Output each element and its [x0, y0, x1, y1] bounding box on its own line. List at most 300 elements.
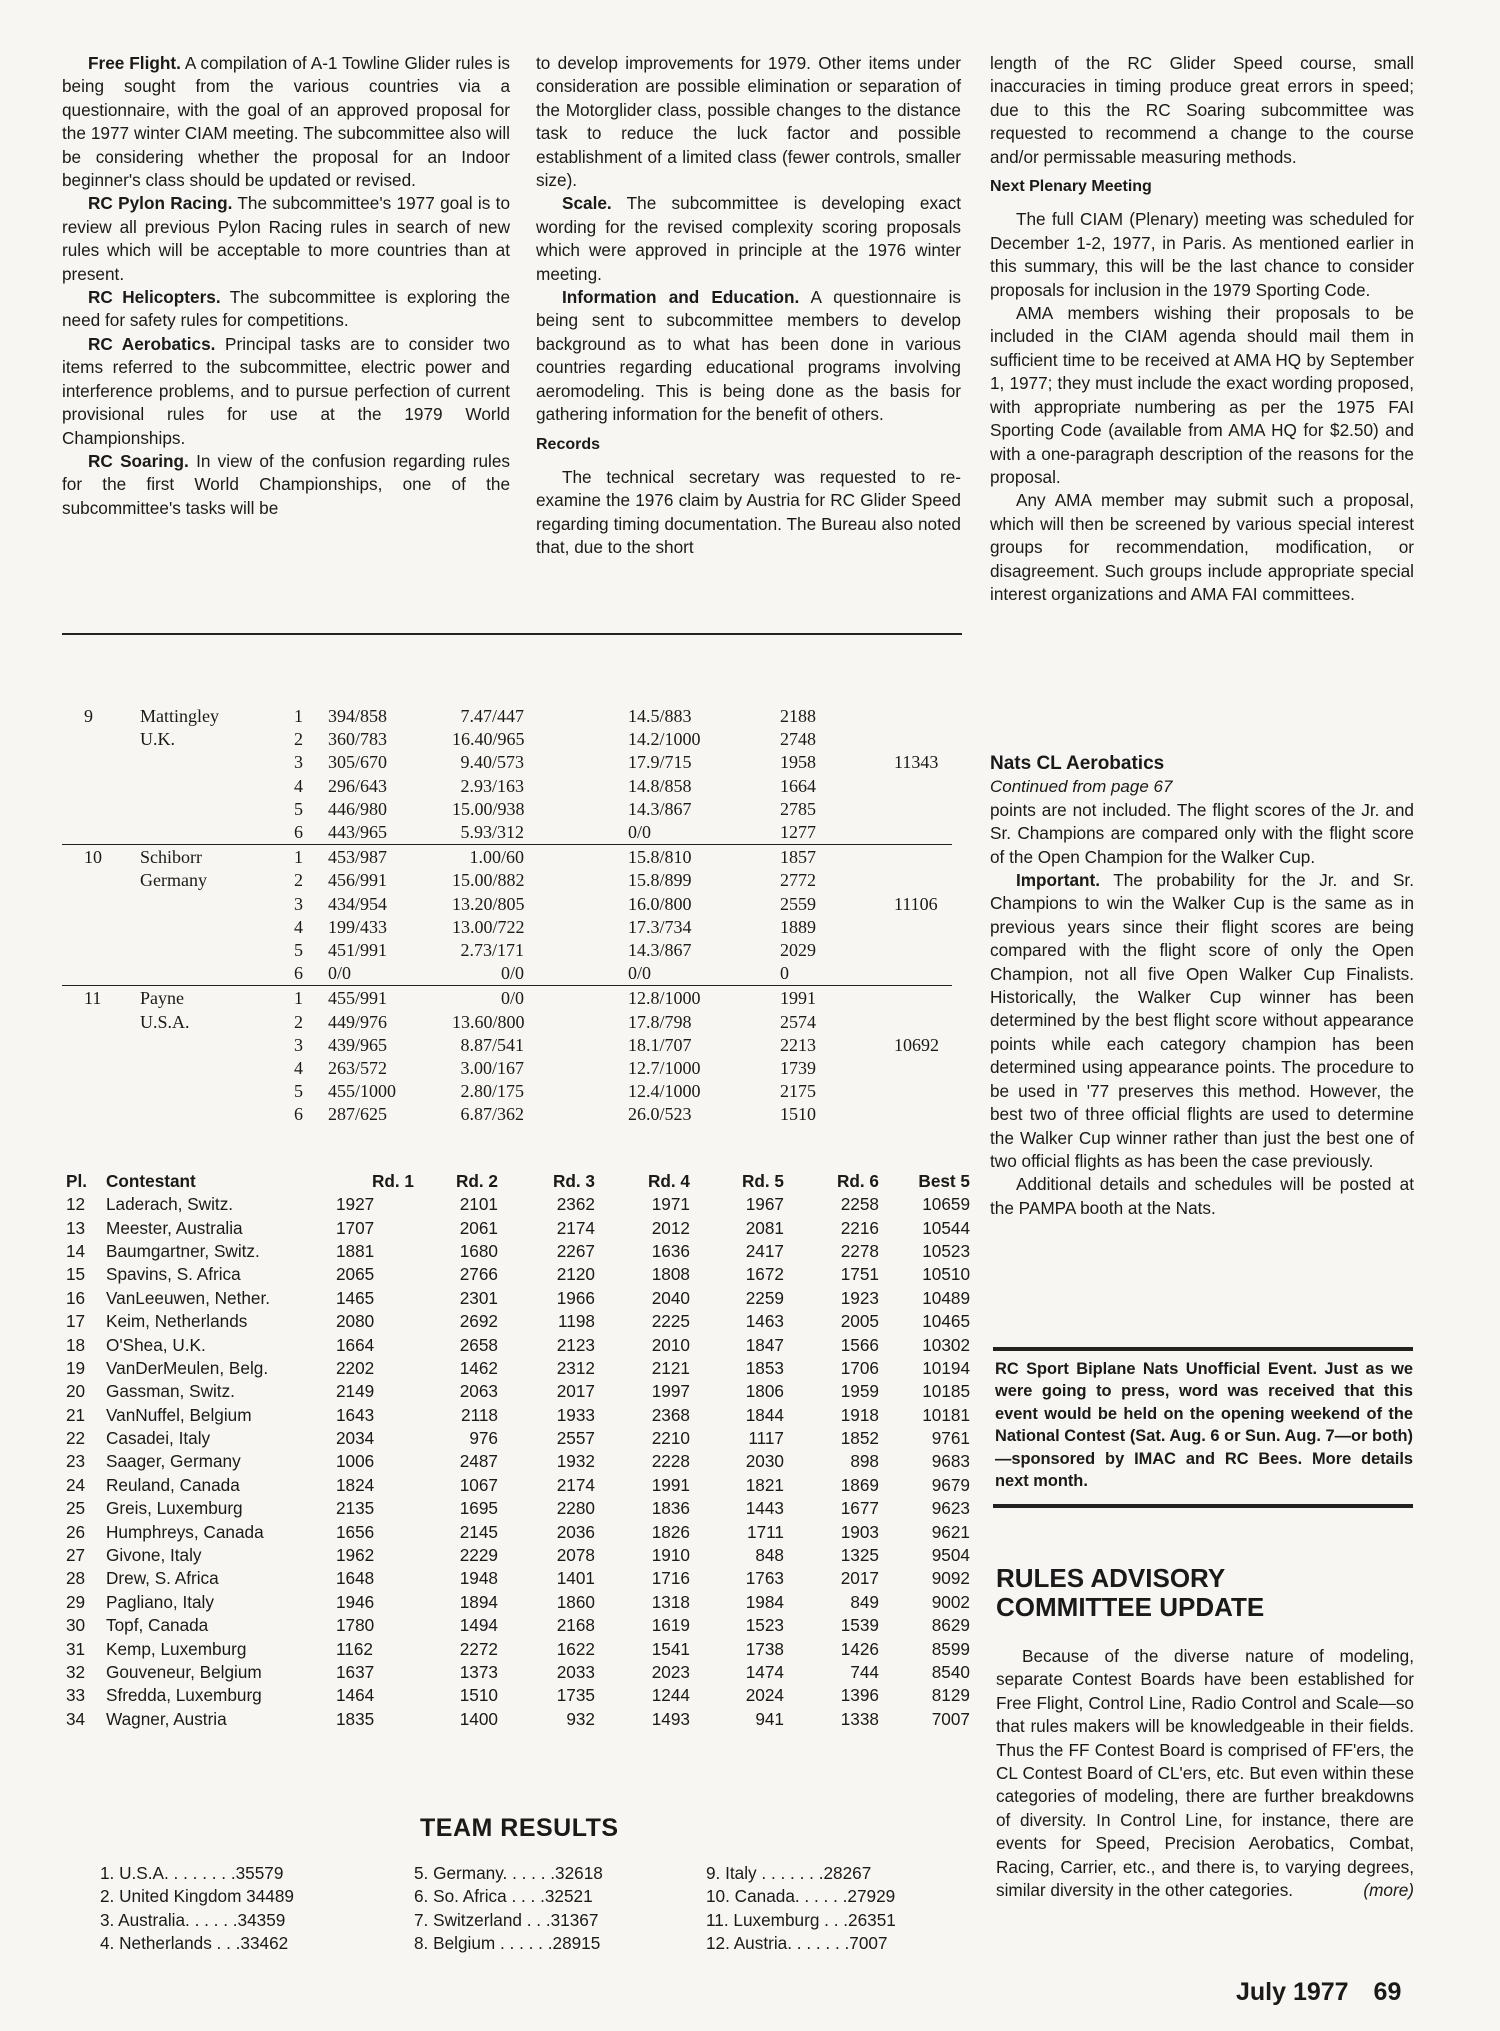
contestant-cell: Laderach, Switz.	[106, 1194, 234, 1215]
round-cell: 1735	[556, 1685, 595, 1706]
column-1	[62, 52, 510, 520]
team-result-item: 8. Belgium . . . . . .28915	[414, 1933, 601, 1954]
score-total-round: 2175	[780, 1081, 816, 1102]
best5-cell: 10302	[922, 1334, 970, 1355]
header-place: Pl.	[66, 1171, 88, 1191]
round-cell: 1707	[336, 1217, 375, 1238]
page-number: 69	[1373, 1978, 1402, 2006]
round-cell: 1780	[336, 1615, 375, 1636]
team-result-item: 3. Australia. . . . . .34359	[100, 1909, 286, 1930]
place-cell: 17	[66, 1311, 86, 1332]
round-cell: 1997	[651, 1381, 690, 1402]
round-cell: 1636	[651, 1240, 690, 1261]
round-cell: 1847	[745, 1334, 784, 1355]
score-b: 0/0	[500, 988, 524, 1009]
best5-cell: 7007	[931, 1708, 970, 1729]
score-row	[62, 962, 962, 985]
score-row	[62, 728, 962, 751]
round-cell: 1474	[745, 1662, 784, 1682]
score-b: 13.60/800	[452, 1011, 525, 1032]
round-cell: 1844	[745, 1404, 784, 1425]
score-row	[62, 751, 962, 774]
round-cell: 2301	[459, 1287, 498, 1308]
round-cell: 1162	[336, 1638, 373, 1659]
score-c: 18.1/707	[628, 1034, 692, 1055]
paragraph-info-education: Information and Education. A questionnaire is being sent to subcommittee members to develop background as to what has been done in various countries regarding educational programs involving aeromodeling. This is being done as the basis for gathering information for the benefit of others.	[536, 287, 961, 425]
score-row	[62, 916, 962, 939]
score-c: 26.0/523	[628, 1104, 692, 1125]
place-cell: 16	[66, 1287, 86, 1308]
round-cell: 1763	[745, 1568, 784, 1589]
round-cell: 2258	[840, 1194, 879, 1215]
score-a: 360/783	[328, 729, 388, 750]
score-c: 0/0	[628, 963, 652, 984]
place-cell: 31	[66, 1638, 86, 1659]
round-cell: 2078	[556, 1545, 595, 1566]
score-total-round: 1958	[780, 752, 816, 773]
contestant-cell: Topf, Canada	[106, 1615, 209, 1636]
header-rd2: Rd. 2	[455, 1171, 498, 1191]
score-a: 453/987	[328, 847, 388, 868]
contestant-cell: Saager, Germany	[106, 1451, 241, 1472]
table-row	[66, 1310, 970, 1333]
round-cell: 1622	[556, 1638, 595, 1659]
round-cell: 1680	[459, 1240, 498, 1261]
nats-title: Nats CL Aerobatics	[990, 753, 1165, 774]
score-a: 451/991	[328, 940, 388, 960]
header-rd1: Rd. 1	[371, 1171, 414, 1191]
best5-cell: 9679	[931, 1474, 970, 1495]
round-cell: 1619	[651, 1615, 690, 1636]
round-cell: 1464	[336, 1685, 375, 1706]
score-total-round: 2188	[780, 706, 816, 726]
round-cell: 1853	[745, 1357, 784, 1378]
score-block-separator	[62, 844, 952, 845]
score-b: 15.00/938	[452, 798, 525, 819]
table-row	[66, 1567, 970, 1590]
round-cell: 2024	[745, 1685, 784, 1706]
contestant-name: Mattingley	[140, 706, 219, 726]
round-cell: 1465	[336, 1287, 375, 1308]
score-b: 9.40/573	[460, 752, 524, 773]
round-number: 2	[294, 870, 303, 891]
round-cell: 2174	[556, 1474, 595, 1495]
score-row	[62, 846, 962, 869]
round-cell: 1835	[336, 1708, 375, 1729]
table-row	[66, 1193, 970, 1216]
round-cell: 2267	[556, 1240, 595, 1261]
best5-cell: 10489	[922, 1287, 970, 1308]
score-total-round: 1510	[780, 1104, 816, 1125]
paragraph-scale: Scale. The subcommittee is developing exact wording for the revised complexity scoring proposals which were approved in principle at the 1976 winter meeting.	[536, 193, 961, 284]
team-column-1	[100, 1862, 294, 1956]
score-a: 446/980	[328, 798, 388, 819]
score-b: 2.80/175	[460, 1081, 524, 1102]
contestant-cell: VanNuffel, Belgium	[106, 1404, 252, 1425]
round-cell: 1643	[336, 1404, 375, 1425]
section-divider	[62, 633, 962, 635]
round-cell: 2030	[745, 1451, 784, 1472]
nats-paragraph-1: points are not included. The flight scores of the Jr. and Sr. Champions are compared only with the flight score of the Open Champion for the Walker Cup.	[990, 799, 1414, 867]
block-total: 10692	[894, 1034, 939, 1055]
round-cell: 2280	[556, 1498, 595, 1519]
column-3	[990, 52, 1414, 606]
score-total-round: 1739	[780, 1058, 816, 1078]
round-cell: 2149	[336, 1381, 375, 1402]
table-row	[66, 1450, 970, 1473]
score-a: 455/991	[328, 988, 388, 1009]
place-cell: 22	[66, 1428, 86, 1449]
contestant-name: Payne	[140, 988, 184, 1009]
round-cell: 1806	[745, 1381, 784, 1402]
table-row	[66, 1544, 970, 1567]
round-cell: 1894	[459, 1591, 498, 1612]
round-cell: 2081	[745, 1217, 784, 1238]
score-total-round: 0	[780, 963, 789, 984]
contestant-cell: Wagner, Austria	[106, 1708, 227, 1729]
round-cell: 1991	[651, 1474, 690, 1495]
score-c: 12.7/1000	[628, 1058, 701, 1078]
place-cell: 20	[66, 1381, 86, 1402]
contestant-cell: Spavins, S. Africa	[106, 1264, 241, 1285]
round-cell: 2135	[336, 1498, 375, 1519]
round-cell: 1463	[745, 1311, 784, 1332]
round-cell: 2168	[556, 1615, 595, 1636]
round-cell: 2229	[459, 1545, 498, 1566]
best5-cell: 9092	[931, 1568, 970, 1589]
team-result-item: 6. So. Africa . . . .32521	[414, 1886, 593, 1907]
table-row	[66, 1497, 970, 1520]
best5-cell: 10465	[922, 1311, 970, 1332]
place-cell: 33	[66, 1685, 86, 1706]
round-cell: 1967	[745, 1194, 784, 1215]
round-cell: 849	[850, 1591, 879, 1612]
place-cell: 32	[66, 1662, 86, 1682]
best5-cell: 10523	[922, 1240, 970, 1261]
round-cell: 1881	[336, 1240, 375, 1261]
round-cell: 2216	[840, 1217, 879, 1238]
best5-cell: 9002	[931, 1591, 970, 1612]
place-cell: 14	[66, 1240, 86, 1261]
round-cell: 1948	[459, 1568, 498, 1589]
more-label: (more)	[1363, 1880, 1414, 1901]
round-cell: 1006	[336, 1451, 375, 1472]
score-a: 455/1000	[328, 1081, 397, 1102]
score-c: 0/0	[628, 822, 652, 842]
team-result-item: 11. Luxemburg . . .26351	[706, 1909, 896, 1930]
place-cell: 12	[66, 1194, 86, 1215]
round-cell: 2368	[651, 1404, 690, 1425]
round-number: 1	[294, 706, 303, 726]
column-2	[536, 52, 961, 560]
round-cell: 1541	[651, 1638, 690, 1659]
round-number: 3	[294, 893, 303, 914]
score-row	[62, 1080, 962, 1103]
round-cell: 1910	[651, 1545, 690, 1566]
team-result-item: 10. Canada. . . . . .27929	[706, 1886, 896, 1907]
place-cell: 34	[66, 1708, 86, 1729]
round-cell: 1716	[651, 1568, 690, 1589]
score-b: 2.93/163	[460, 775, 524, 796]
contestant-cell: VanDerMeulen, Belg.	[106, 1357, 269, 1378]
place-number: 10	[84, 847, 102, 868]
score-a: 296/643	[328, 775, 388, 796]
round-cell: 1672	[745, 1264, 784, 1285]
score-a: 439/965	[328, 1034, 388, 1055]
score-total-round: 1857	[780, 847, 816, 868]
score-row	[62, 869, 962, 892]
round-cell: 1677	[840, 1498, 879, 1519]
round-cell: 1852	[840, 1428, 879, 1449]
best5-cell: 10510	[922, 1264, 970, 1285]
score-c: 15.8/899	[628, 870, 692, 891]
round-cell: 1923	[840, 1287, 879, 1308]
round-cell: 1918	[840, 1404, 879, 1425]
team-column-3	[706, 1862, 896, 1956]
table-row	[66, 1404, 970, 1427]
place-cell: 27	[66, 1545, 86, 1566]
table-row	[66, 1240, 970, 1263]
score-row	[62, 798, 962, 821]
score-row	[62, 705, 962, 728]
best5-cell: 8129	[931, 1685, 970, 1706]
score-total-round: 1991	[780, 988, 816, 1009]
score-a: 199/433	[328, 916, 388, 937]
round-cell: 898	[850, 1451, 879, 1472]
footer-date: July 1977	[1236, 1978, 1349, 2006]
round-cell: 1656	[336, 1521, 375, 1542]
best5-cell: 8599	[931, 1638, 970, 1659]
round-cell: 1836	[651, 1498, 690, 1519]
place-cell: 21	[66, 1404, 86, 1425]
round-cell: 1664	[336, 1334, 375, 1355]
score-b: 13.20/805	[452, 893, 525, 914]
best5-cell: 10181	[922, 1404, 970, 1425]
round-cell: 2017	[556, 1381, 595, 1402]
score-b: 15.00/882	[452, 870, 525, 891]
paragraph-aerobatics: RC Aerobatics. Principal tasks are to consider two items referred to the subcommittee, electric power and interference problems, and to pursue perfection of current provisional rules for use at the 1979 World Championships.	[62, 333, 510, 448]
place-cell: 28	[66, 1568, 86, 1589]
team-result-item: 7. Switzerland . . .31367	[414, 1909, 599, 1930]
table-row	[66, 1474, 970, 1497]
round-cell: 2121	[651, 1357, 690, 1378]
paragraph-pylon-racing: RC Pylon Racing. The subcommittee's 1977 goal is to review all previous Pylon Racing rules in search of new rules which will be acceptable to more countries than at present.	[62, 193, 511, 284]
contestant-cell: Baumgartner, Switz.	[106, 1240, 260, 1261]
round-cell: 1738	[745, 1638, 784, 1659]
round-cell: 1510	[459, 1685, 498, 1706]
round-cell: 2012	[651, 1217, 690, 1238]
round-number: 3	[294, 1034, 303, 1055]
round-number: 1	[294, 988, 303, 1009]
header-rd6: Rd. 6	[836, 1171, 879, 1191]
score-c: 14.8/858	[628, 775, 692, 796]
round-number: 4	[294, 916, 303, 937]
score-b: 8.87/541	[460, 1034, 524, 1055]
contestant-cell: Humphreys, Canada	[106, 1521, 264, 1542]
place-cell: 13	[66, 1217, 86, 1238]
round-cell: 2123	[556, 1334, 595, 1355]
round-cell: 1426	[840, 1638, 879, 1659]
round-number: 4	[294, 775, 303, 796]
round-cell: 1117	[748, 1428, 784, 1449]
contestant-cell: Keim, Netherlands	[106, 1311, 248, 1332]
place-cell: 25	[66, 1498, 86, 1519]
contestant-cell: Gassman, Switz.	[106, 1381, 235, 1402]
score-row	[62, 893, 962, 916]
score-c: 14.3/867	[628, 940, 692, 960]
round-number: 5	[294, 798, 303, 819]
contestant-cell: Greis, Luxemburg	[106, 1498, 243, 1519]
score-row	[62, 775, 962, 798]
team-result-item: 5. Germany. . . . . .32618	[414, 1863, 603, 1883]
contestant-cell: Drew, S. Africa	[106, 1568, 219, 1589]
header-best5: Best 5	[918, 1171, 970, 1191]
round-cell: 2202	[336, 1357, 375, 1378]
paragraph-free-flight: Free Flight. A compilation of A-1 Towline Glider rules is being sought from the various countries via a questionnaire, with the goal of an approved proposal for the 1977 winter CIAM meeting. The subcommittee also will be considering whether the proposal for an Indoor beginner's class should be updated or revised.	[62, 53, 510, 191]
table-row	[66, 1520, 970, 1543]
score-total-round: 2213	[780, 1034, 816, 1055]
best5-cell: 9504	[931, 1545, 970, 1566]
round-cell: 1808	[651, 1264, 690, 1285]
round-cell: 1523	[745, 1615, 784, 1636]
score-total-round: 2029	[780, 940, 816, 960]
rules-article	[996, 1645, 1414, 1902]
score-row	[62, 987, 962, 1010]
score-total-round: 2559	[780, 893, 816, 914]
round-number: 5	[294, 1081, 303, 1102]
page-footer	[1236, 1978, 1401, 2007]
box-bottom-rule	[993, 1504, 1413, 1508]
standings-table	[66, 1170, 970, 1731]
table-row	[66, 1614, 970, 1637]
round-number: 2	[294, 1011, 303, 1032]
contestant-country: U.S.A.	[140, 1011, 190, 1032]
round-cell: 1971	[651, 1194, 690, 1215]
place-cell: 29	[66, 1591, 86, 1612]
round-cell: 1962	[336, 1545, 375, 1566]
score-a: 443/965	[328, 822, 388, 842]
round-cell: 1711	[747, 1521, 784, 1542]
round-cell: 1751	[840, 1264, 879, 1285]
round-cell: 2174	[556, 1217, 595, 1238]
paragraph-plenary: The full CIAM (Plenary) meeting was scheduled for December 1-2, 1977, in Paris. As mentioned earlier in this summary, this will be the last chance to consider proposals for inclusion in the 1979 Sporting Code.	[990, 209, 1414, 300]
round-cell: 1984	[745, 1591, 784, 1612]
score-c: 16.0/800	[628, 893, 692, 914]
round-cell: 2278	[840, 1240, 879, 1261]
biplane-note: RC Sport Biplane Nats Unofficial Event. Just as we were going to press, word was received that this event would be held on the opening weekend of the National Contest (Sat. Aug. 6 or Sun. Aug. 7—or both)—sponsored by IMAC and RC Bees. More details next month.	[995, 1360, 1413, 1491]
score-block-separator	[62, 985, 952, 986]
team-results-title: TEAM RESULTS	[420, 1814, 619, 1842]
round-cell: 1318	[651, 1591, 690, 1612]
round-number: 6	[294, 822, 303, 842]
score-row	[62, 939, 962, 962]
round-cell: 2766	[459, 1264, 498, 1285]
score-b: 2.73/171	[460, 940, 524, 960]
round-cell: 2065	[336, 1264, 375, 1285]
round-cell: 2145	[459, 1521, 498, 1542]
place-cell: 19	[66, 1357, 86, 1378]
table-row	[66, 1357, 970, 1380]
score-b: 6.87/362	[460, 1104, 524, 1125]
round-cell: 2036	[556, 1521, 595, 1542]
contestant-cell: O'Shea, U.K.	[106, 1334, 206, 1355]
team-column-2	[414, 1862, 603, 1956]
best5-cell: 8629	[931, 1615, 970, 1636]
round-cell: 2061	[459, 1217, 498, 1238]
contestant-name: Schiborr	[140, 847, 202, 868]
round-cell: 2487	[459, 1451, 498, 1472]
round-cell: 1401	[556, 1568, 595, 1589]
score-a: 394/858	[328, 706, 388, 726]
rules-paragraph: Because of the diverse nature of modeling, separate Contest Boards have been established for Free Flight, Control Line, Radio Control and Scale—so that rules makers will be knowledgeable in their fields. Thus the FF Contest Board is comprised of FF'ers, the CL Contest Board of CL'ers, etc. But even within these categories of modeling, there are further breakdowns of diversity. In Control Line, for instance, there are events for Speed, Precision Aerobatics, Combat, Racing, Carrier, etc., and there is, to varying degrees, similar diversity in the other categories. (more)	[996, 1645, 1414, 1902]
score-c: 14.5/883	[628, 706, 692, 726]
round-cell: 2210	[651, 1428, 690, 1449]
round-cell: 1959	[840, 1381, 879, 1402]
round-cell: 1869	[840, 1474, 879, 1495]
paragraph-glider-speed: length of the RC Glider Speed course, small inaccuracies in timing produce great errors in speed; due to this the RC Soaring subcommittee was requested to recommend a change to the course and/or permissable measuring methods.	[990, 53, 1414, 167]
score-b: 3.00/167	[460, 1058, 524, 1078]
contestant-cell: Casadei, Italy	[106, 1428, 211, 1449]
header-rd3: Rd. 3	[552, 1171, 595, 1191]
round-number: 6	[294, 963, 303, 984]
round-number: 1	[294, 847, 303, 868]
score-total-round: 1664	[780, 775, 816, 796]
place-cell: 26	[66, 1521, 86, 1542]
round-cell: 1400	[459, 1708, 498, 1729]
round-cell: 1325	[840, 1545, 879, 1566]
round-cell: 1966	[556, 1287, 595, 1308]
score-b: 7.47/447	[460, 706, 524, 726]
score-row	[62, 1011, 962, 1034]
table-row	[66, 1380, 970, 1403]
round-cell: 1933	[556, 1404, 595, 1425]
header-contestant: Contestant	[106, 1171, 196, 1191]
round-cell: 941	[755, 1708, 784, 1729]
block-total: 11106	[894, 893, 938, 914]
place-number: 9	[84, 706, 93, 726]
table-row	[66, 1216, 970, 1239]
round-cell: 2118	[461, 1404, 498, 1425]
round-cell: 2417	[745, 1240, 784, 1261]
score-b: 0/0	[500, 963, 524, 984]
round-cell: 2063	[459, 1381, 498, 1402]
score-row	[62, 1057, 962, 1080]
round-cell: 1396	[840, 1685, 879, 1706]
score-row	[62, 1034, 962, 1057]
round-cell: 1494	[459, 1615, 498, 1636]
place-cell: 18	[66, 1334, 86, 1355]
best5-cell: 10659	[922, 1194, 970, 1215]
round-cell: 2017	[840, 1568, 879, 1589]
score-c: 14.3/867	[628, 798, 692, 819]
round-cell: 1706	[840, 1357, 879, 1378]
score-c: 17.8/798	[628, 1011, 692, 1032]
round-cell: 976	[469, 1428, 498, 1449]
round-cell: 2023	[651, 1662, 690, 1682]
score-total-round: 2748	[780, 729, 816, 750]
paragraph-records: The technical secretary was requested to re-examine the 1976 claim by Austria for RC Glider Speed regarding timing documentation. The Bureau also noted that, due to the short	[536, 466, 961, 558]
place-cell: 15	[66, 1264, 86, 1285]
score-total-round: 1277	[780, 822, 816, 842]
round-cell: 1566	[840, 1334, 879, 1355]
round-cell: 2272	[459, 1638, 498, 1659]
round-cell: 1946	[336, 1591, 375, 1612]
round-cell: 1539	[840, 1615, 879, 1636]
round-number: 2	[294, 729, 303, 750]
paragraph-helicopters: RC Helicopters. The subcommittee is exploring the need for safety rules for competitions.	[62, 287, 510, 331]
round-cell: 1826	[651, 1521, 690, 1542]
round-cell: 2033	[556, 1662, 595, 1682]
